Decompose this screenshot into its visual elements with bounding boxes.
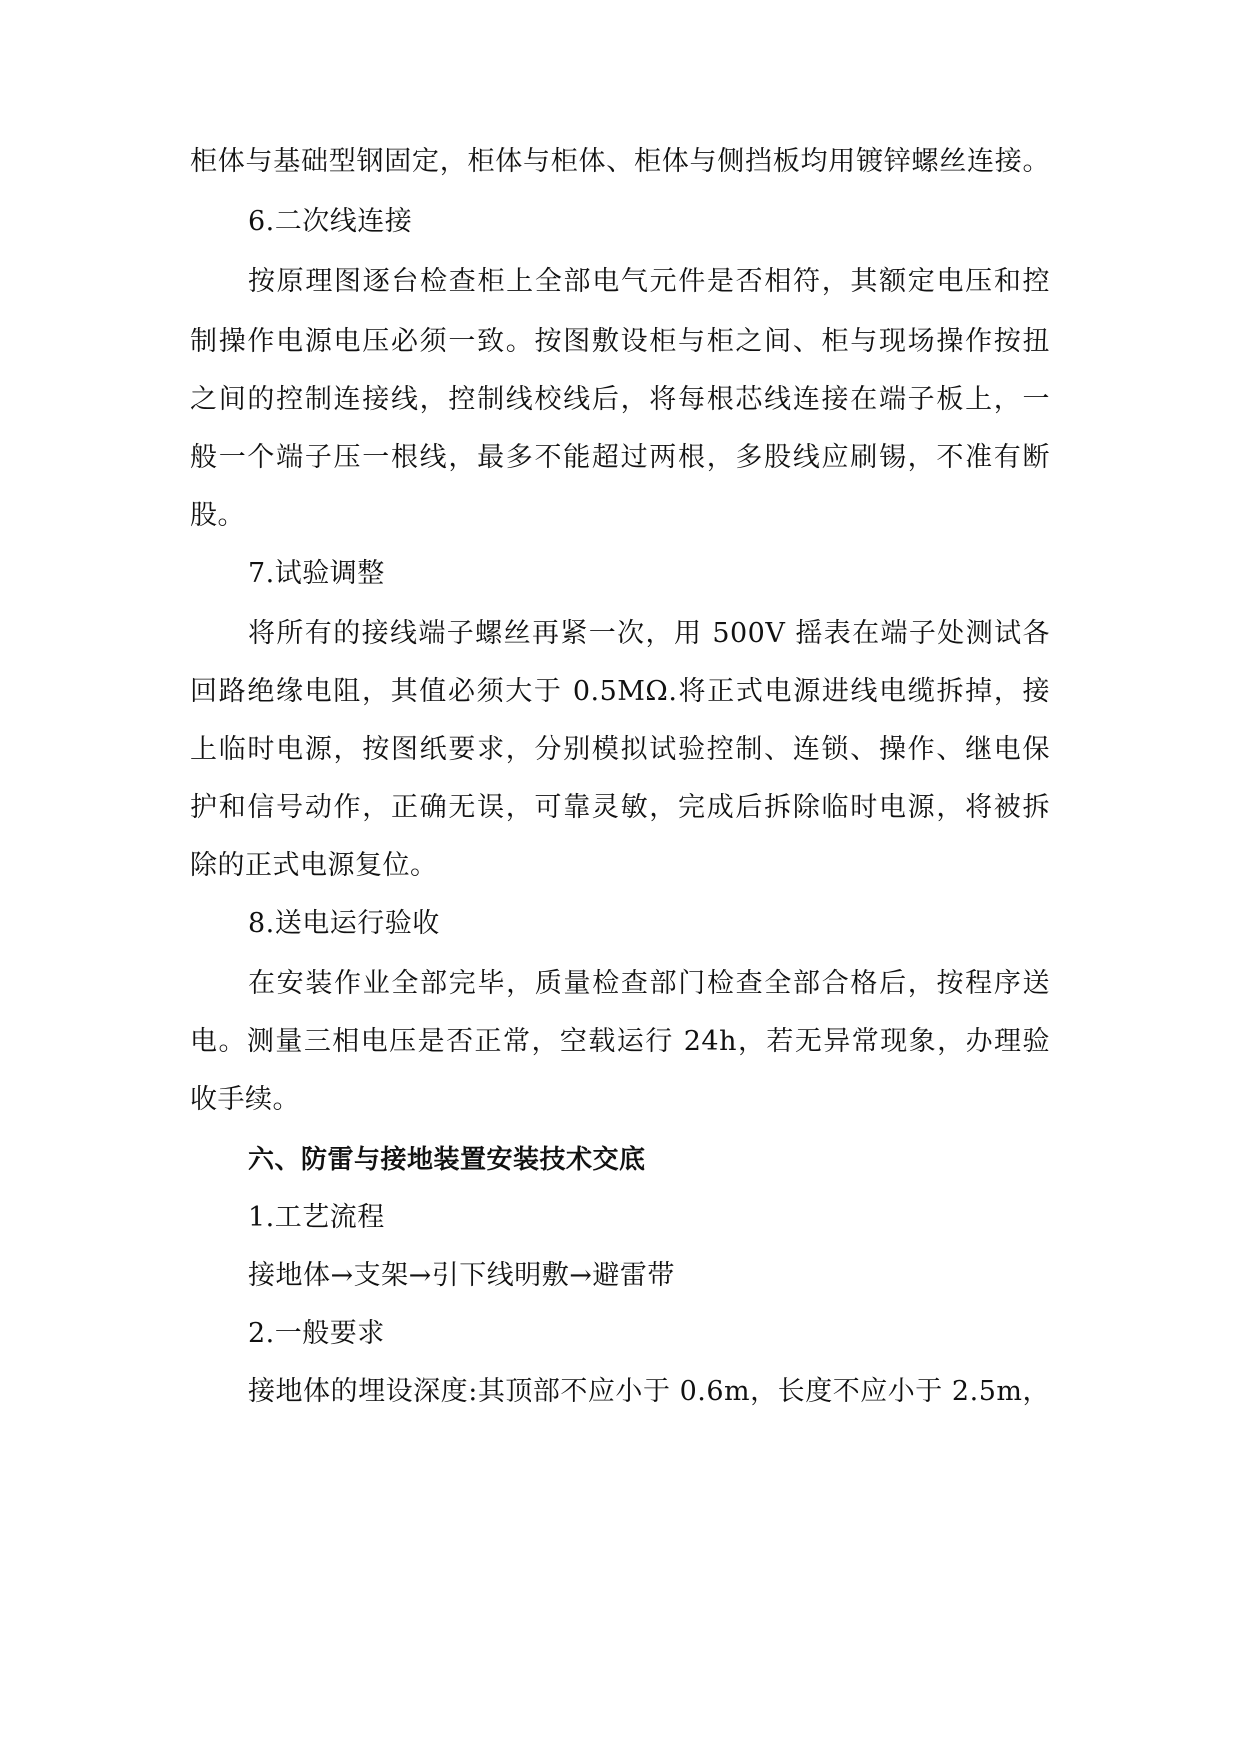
paragraph-line: 柜体与基础型钢固定，柜体与柜体、柜体与侧挡板均用镀锌螺丝连接。 (190, 146, 1050, 177)
paragraph-line: 制操作电源电压必须一致。按图敷设柜与柜之间、柜与现场操作按扭 (190, 326, 1050, 357)
paragraph-line: 除的正式电源复位。 (190, 850, 438, 881)
section-heading-1: 1.工艺流程 (248, 1202, 385, 1233)
section-heading-7: 7.试验调整 (248, 558, 385, 589)
paragraph-line: 收手续。 (190, 1084, 300, 1115)
paragraph-line: 按原理图逐台检查柜上全部电气元件是否相符，其额定电压和控 (248, 266, 1050, 297)
section-heading-6: 6.二次线连接 (248, 206, 413, 237)
paragraph-line: 股。 (190, 500, 245, 531)
paragraph-line: 回路绝缘电阻，其值必须大于 0.5MΩ.将正式电源进线电缆拆掉，接 (190, 676, 1050, 707)
chapter-heading: 六、防雷与接地装置安装技术交底 (248, 1145, 646, 1175)
paragraph-line: 上临时电源，按图纸要求，分别模拟试验控制、连锁、操作、继电保 (190, 734, 1050, 765)
section-heading-2: 2.一般要求 (248, 1318, 385, 1349)
section-heading-8: 8.送电运行验收 (248, 908, 440, 939)
paragraph-line: 在安装作业全部完毕，质量检查部门检查全部合格后，按程序送 (248, 968, 1050, 999)
paragraph-line: 电。测量三相电压是否正常，空载运行 24h，若无异常现象，办理验 (190, 1026, 1050, 1057)
paragraph-line: 护和信号动作，正确无误，可靠灵敏，完成后拆除临时电源，将被拆 (190, 792, 1050, 823)
paragraph-line: 之间的控制连接线，控制线校线后，将每根芯线连接在端子板上，一 (190, 384, 1050, 415)
process-flow-line: 接地体→支架→引下线明敷→避雷带 (248, 1260, 675, 1291)
paragraph-line: 将所有的接线端子螺丝再紧一次，用 500V 摇表在端子处测试各 (248, 618, 1050, 649)
paragraph-line: 接地体的埋设深度:其顶部不应小于 0.6m，长度不应小于 2.5m， (248, 1376, 1050, 1407)
paragraph-line: 般一个端子压一根线，最多不能超过两根，多股线应刷锡，不准有断 (190, 442, 1050, 473)
